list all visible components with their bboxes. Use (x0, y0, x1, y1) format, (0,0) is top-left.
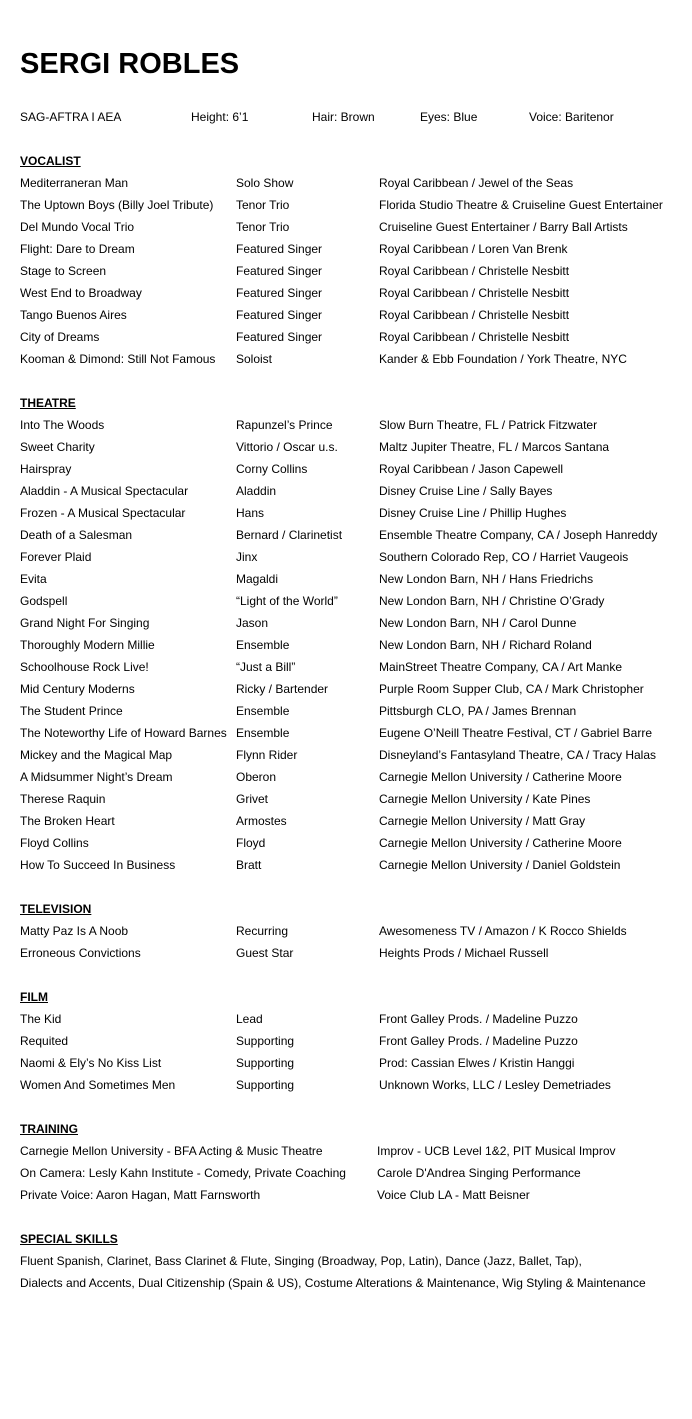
credit-company: Maltz Jupiter Theatre, FL / Marcos Santana (379, 440, 610, 454)
credit-company: Front Galley Prods. / Madeline Puzzo (379, 1012, 578, 1026)
credit-title: Matty Paz Is A Noob (20, 924, 129, 938)
credit-company: Front Galley Prods. / Madeline Puzzo (379, 1034, 578, 1048)
credit-title: The Kid (20, 1012, 62, 1026)
credit-title: Erroneous Convictions (20, 946, 141, 960)
credit-company: Florida Studio Theatre & Cruiseline Guest Entertainer (379, 198, 663, 212)
credit-company: Purple Room Supper Club, CA / Mark Christopher (379, 682, 644, 696)
credit-role: Aladdin (236, 484, 277, 498)
credit-role: Supporting (236, 1056, 295, 1070)
credit-title: Mediterraneran Man (20, 176, 129, 190)
credit-company: Carnegie Mellon University / Matt Gray (379, 814, 586, 828)
credit-company: Southern Colorado Rep, CO / Harriet Vaugeois (379, 550, 629, 564)
voice-stat: Voice: Baritenor (529, 110, 614, 124)
credit-company: MainStreet Theatre Company, CA / Art Manke (379, 660, 622, 674)
credit-title: Stage to Screen (20, 264, 107, 278)
section-heading: FILM (20, 990, 48, 1004)
credit-role: Soloist (236, 352, 273, 366)
credit-company: Royal Caribbean / Christelle Nesbitt (379, 308, 570, 322)
section-heading: TRAINING (20, 1122, 78, 1136)
credit-company: Royal Caribbean / Jason Capewell (379, 462, 564, 476)
credit-title: Requited (20, 1034, 69, 1048)
hair-stat: Hair: Brown (312, 110, 375, 124)
credit-role: Supporting (236, 1078, 295, 1092)
credit-role: Rapunzel’s Prince (236, 418, 333, 432)
credit-title: Schoolhouse Rock Live! (20, 660, 149, 674)
union-affiliation: SAG-AFTRA I AEA (20, 110, 122, 124)
credit-title: The Broken Heart (20, 814, 115, 828)
credit-title: Tango Buenos Aires (20, 308, 127, 322)
credit-role: Featured Singer (236, 286, 323, 300)
credit-role: Featured Singer (236, 330, 323, 344)
credit-company: New London Barn, NH / Hans Friedrichs (379, 572, 594, 586)
credit-role: Corny Collins (236, 462, 308, 476)
credit-role: Grivet (236, 792, 269, 806)
training-left: Private Voice: Aaron Hagan, Matt Farnsworth (20, 1188, 261, 1202)
credit-company: Disneyland’s Fantasyland Theatre, CA / Tracy Halas (379, 748, 657, 762)
credit-role: Ensemble (236, 726, 290, 740)
credit-title: Mid Century Moderns (20, 682, 135, 696)
credit-company: Carnegie Mellon University / Kate Pines (379, 792, 591, 806)
credit-title: Into The Woods (20, 418, 105, 432)
credit-company: Ensemble Theatre Company, CA / Joseph Hanreddy (379, 528, 658, 542)
credit-role: “Just a Bill” (236, 660, 296, 674)
credit-title: The Uptown Boys (Billy Joel Tribute) (20, 198, 214, 212)
credit-role: Tenor Trio (236, 220, 290, 234)
credit-role: Ensemble (236, 638, 290, 652)
section-heading: SPECIAL SKILLS (20, 1232, 118, 1246)
credit-title: Flight: Dare to Dream (20, 242, 135, 256)
credit-role: Recurring (236, 924, 289, 938)
credit-company: Disney Cruise Line / Phillip Hughes (379, 506, 567, 520)
credit-role: Bratt (236, 858, 262, 872)
credit-company: Royal Caribbean / Christelle Nesbitt (379, 330, 570, 344)
credit-title: Thoroughly Modern Millie (20, 638, 155, 652)
section-heading: VOCALIST (20, 154, 81, 168)
credit-company: Awesomeness TV / Amazon / K Rocco Shields (379, 924, 627, 938)
credit-title: A Midsummer Night’s Dream (20, 770, 173, 784)
credit-role: Guest Star (236, 946, 294, 960)
credit-title: The Noteworthy Life of Howard Barnes (20, 726, 227, 740)
credit-title: Del Mundo Vocal Trio (20, 220, 135, 234)
credit-title: Kooman & Dimond: Still Not Famous (20, 352, 216, 366)
performer-name: SERGI ROBLES (20, 48, 240, 80)
training-right: Improv - UCB Level 1&2, PIT Musical Improv (377, 1144, 616, 1158)
credit-company: Eugene O’Neill Theatre Festival, CT / Gabriel Barre (379, 726, 653, 740)
credit-role: Featured Singer (236, 242, 323, 256)
credit-title: West End to Broadway (20, 286, 142, 300)
credit-title: Mickey and the Magical Map (20, 748, 173, 762)
credit-title: Forever Plaid (20, 550, 92, 564)
credit-title: Death of a Salesman (20, 528, 133, 542)
credit-title: The Student Prince (20, 704, 123, 718)
credit-role: Magaldi (236, 572, 279, 586)
credit-role: Oberon (236, 770, 277, 784)
credit-role: Jinx (236, 550, 258, 564)
credit-company: Carnegie Mellon University / Daniel Goldstein (379, 858, 621, 872)
eyes-stat: Eyes: Blue (420, 110, 478, 124)
credit-title: Floyd Collins (20, 836, 89, 850)
credit-title: Aladdin - A Musical Spectacular (20, 484, 189, 498)
credit-role: Floyd (236, 836, 266, 850)
credit-title: City of Dreams (20, 330, 100, 344)
credit-role: Lead (236, 1012, 263, 1026)
skills-line: Dialects and Accents, Dual Citizenship (Spain & US), Costume Alterations & Maintenance, Wig Styling & Maintenance (20, 1276, 646, 1290)
credit-title: Godspell (20, 594, 68, 608)
credit-role: Ensemble (236, 704, 290, 718)
credit-role: Featured Singer (236, 308, 323, 322)
credit-role: Supporting (236, 1034, 295, 1048)
credit-role: Solo Show (236, 176, 294, 190)
credit-role: Ricky / Bartender (236, 682, 329, 696)
credit-title: Hairspray (20, 462, 72, 476)
credit-company: Heights Prods / Michael Russell (379, 946, 549, 960)
training-right: Voice Club LA - Matt Beisner (377, 1188, 530, 1202)
credit-company: Disney Cruise Line / Sally Bayes (379, 484, 553, 498)
credit-role: Vittorio / Oscar u.s. (236, 440, 338, 454)
credit-role: Tenor Trio (236, 198, 290, 212)
section-heading: TELEVISION (20, 902, 92, 916)
credit-company: New London Barn, NH / Christine O’Grady (379, 594, 605, 608)
credit-company: New London Barn, NH / Carol Dunne (379, 616, 577, 630)
credit-title: Naomi & Ely’s No Kiss List (20, 1056, 162, 1070)
credit-role: Hans (236, 506, 265, 520)
credit-company: Royal Caribbean / Christelle Nesbitt (379, 286, 570, 300)
credit-company: Carnegie Mellon University / Catherine Moore (379, 770, 622, 784)
credit-title: Grand Night For Singing (20, 616, 150, 630)
height-stat: Height: 6’1 (191, 110, 249, 124)
credit-company: Carnegie Mellon University / Catherine Moore (379, 836, 622, 850)
training-right: Carole D'Andrea Singing Performance (377, 1166, 581, 1180)
section-heading: THEATRE (20, 396, 76, 410)
credit-role: Armostes (236, 814, 287, 828)
credit-company: Kander & Ebb Foundation / York Theatre, NYC (379, 352, 627, 366)
credit-company: Royal Caribbean / Christelle Nesbitt (379, 264, 570, 278)
credit-company: Unknown Works, LLC / Lesley Demetriades (379, 1078, 611, 1092)
credit-role: Jason (236, 616, 269, 630)
credit-title: Sweet Charity (20, 440, 95, 454)
credit-company: Slow Burn Theatre, FL / Patrick Fitzwater (379, 418, 598, 432)
training-left: Carnegie Mellon University - BFA Acting & Music Theatre (20, 1144, 323, 1158)
credit-role: Flynn Rider (236, 748, 298, 762)
credit-company: Cruiseline Guest Entertainer / Barry Ball Artists (379, 220, 628, 234)
skills-line: Fluent Spanish, Clarinet, Bass Clarinet & Flute, Singing (Broadway, Pop, Latin), Dance (Jazz, Ballet, Tap), (20, 1254, 582, 1268)
credit-title: Women And Sometimes Men (20, 1078, 176, 1092)
credit-company: Prod: Cassian Elwes / Kristin Hanggi (379, 1056, 575, 1070)
credit-company: Royal Caribbean / Loren Van Brenk (379, 242, 568, 256)
credit-company: New London Barn, NH / Richard Roland (379, 638, 592, 652)
credit-company: Royal Caribbean / Jewel of the Seas (379, 176, 574, 190)
credit-title: How To Succeed In Business (20, 858, 176, 872)
credit-company: Pittsburgh CLO, PA / James Brennan (379, 704, 577, 718)
credit-role: Bernard / Clarinetist (236, 528, 343, 542)
credit-title: Therese Raquin (20, 792, 106, 806)
training-left: On Camera: Lesly Kahn Institute - Comedy, Private Coaching (20, 1166, 346, 1180)
credit-role: Featured Singer (236, 264, 323, 278)
credit-title: Frozen - A Musical Spectacular (20, 506, 186, 520)
credit-role: “Light of the World” (236, 594, 338, 608)
credit-title: Evita (20, 572, 47, 586)
